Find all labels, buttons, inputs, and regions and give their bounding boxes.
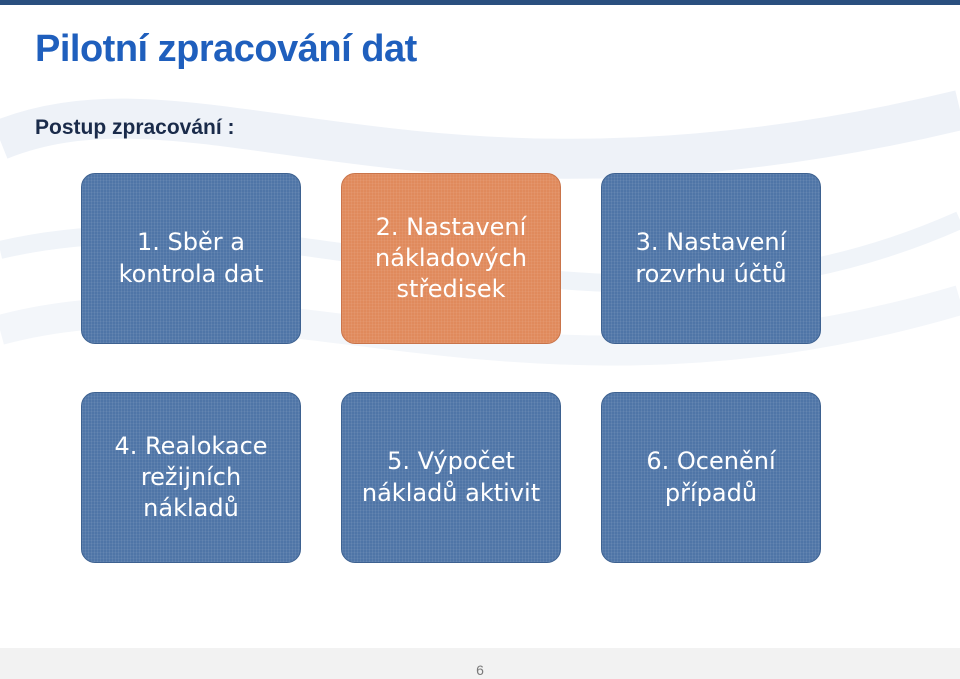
page-number: 6 — [476, 662, 484, 678]
step-box-1 — [81, 173, 301, 344]
step-box-3 — [601, 173, 821, 344]
slide-subtitle: Postup zpracování : — [35, 116, 235, 139]
step-box-6 — [601, 392, 821, 563]
step-label-4: 4. Realokace režijních nákladů — [114, 431, 268, 523]
step-box-5 — [341, 392, 561, 563]
step-box-2-highlighted — [341, 173, 561, 344]
step-label-6: 6. Ocenění případů — [646, 447, 776, 507]
step-label-3: 3. Nastavení rozvrhu účtů — [635, 228, 787, 288]
step-label-5: 5. Výpočet nákladů aktivit — [361, 447, 541, 507]
step-label-1: 1. Sběr a kontrola dat — [118, 228, 264, 288]
step-label-2: 2. Nastavení nákladových středisek — [375, 212, 527, 304]
step-box-4 — [81, 392, 301, 563]
slide-title: Pilotní zpracování dat — [35, 28, 417, 70]
